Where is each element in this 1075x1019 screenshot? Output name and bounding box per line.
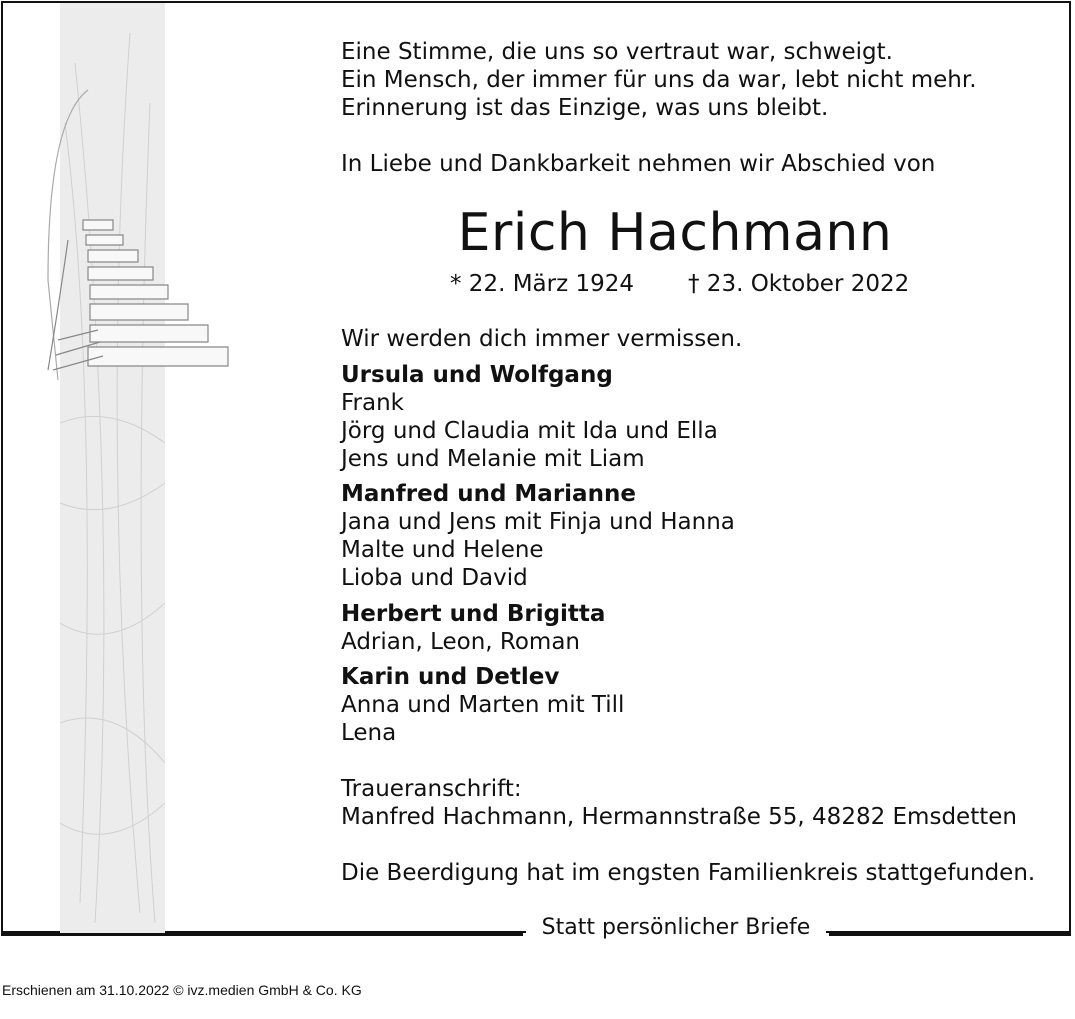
missing-line: Wir werden dich immer vermissen. — [341, 326, 743, 352]
family-head: Karin und Detlev — [341, 664, 560, 690]
family-head: Manfred und Marianne — [341, 481, 636, 507]
birth-date: * 22. März 1924 — [450, 271, 635, 297]
funeral-note: Die Beerdigung hat im engsten Familienkreis stattgefunden. — [341, 860, 1036, 886]
footer-note: Statt persönlicher Briefe — [526, 914, 826, 942]
family-member: Anna und Marten mit Till — [341, 692, 625, 718]
poem-line-3: Erinnerung ist das Einzige, was uns bleibt. — [341, 95, 829, 121]
family-member: Malte und Helene — [341, 537, 544, 563]
deceased-name: Erich Hachmann — [457, 203, 893, 263]
footer-rule-left — [1, 933, 523, 936]
footer-rule-right — [829, 933, 1071, 936]
family-member: Lioba und David — [341, 565, 528, 591]
family-member: Lena — [341, 720, 397, 746]
family-member: Jens und Melanie mit Liam — [341, 446, 645, 472]
family-member: Jana und Jens mit Finja und Hanna — [341, 509, 735, 535]
family-head: Ursula und Wolfgang — [341, 362, 613, 388]
family-member: Frank — [341, 390, 405, 416]
publication-credit: Erschienen am 31.10.2022 © ivz.medien GmbH & Co. KG — [2, 982, 362, 998]
family-member: Adrian, Leon, Roman — [341, 629, 580, 655]
family-head: Herbert und Brigitta — [341, 601, 606, 627]
poem-line-2: Ein Mensch, der immer für uns da war, lebt nicht mehr. — [341, 67, 977, 93]
intro-line: In Liebe und Dankbarkeit nehmen wir Abschied von — [341, 151, 936, 177]
family-member: Jörg und Claudia mit Ida und Ella — [341, 418, 718, 444]
death-date: † 23. Oktober 2022 — [688, 271, 910, 297]
address: Manfred Hachmann, Hermannstraße 55, 48282 Emsdetten — [341, 804, 1017, 830]
poem-line-1: Eine Stimme, die uns so vertraut war, schweigt. — [341, 39, 893, 65]
address-label: Traueranschrift: — [341, 776, 522, 802]
stairway-sketch — [28, 80, 258, 400]
